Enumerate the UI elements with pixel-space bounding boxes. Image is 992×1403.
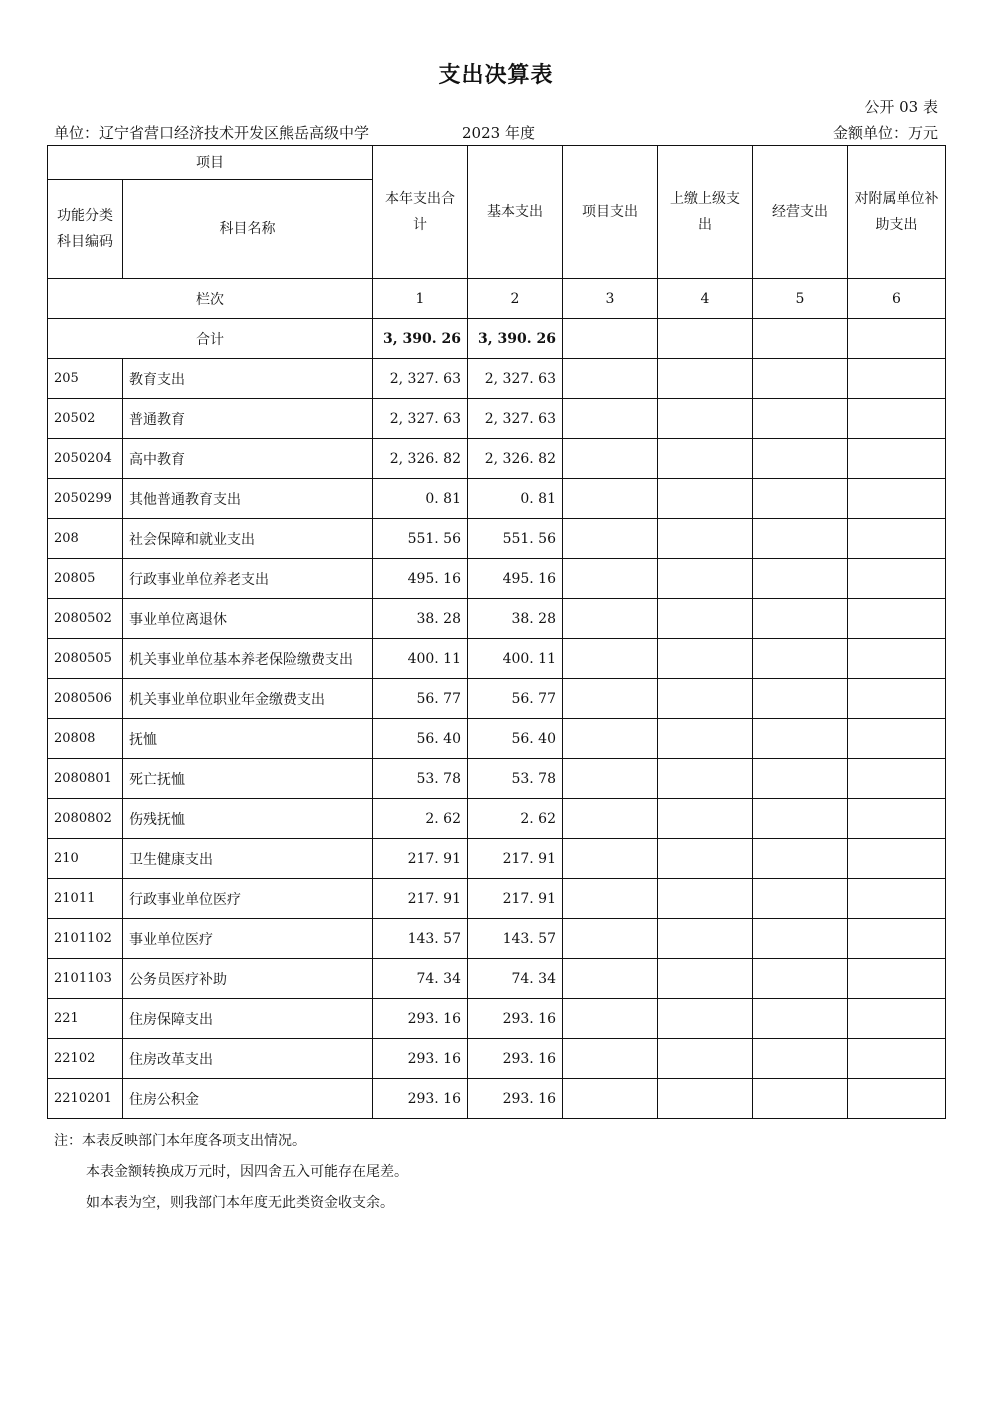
empty-cell bbox=[753, 759, 848, 799]
empty-cell bbox=[753, 919, 848, 959]
total-amount: 293. 16 bbox=[373, 1039, 468, 1079]
basic-amount: 551. 56 bbox=[468, 519, 563, 559]
table-row bbox=[48, 839, 946, 879]
empty-cell bbox=[753, 959, 848, 999]
total-amount: 38. 28 bbox=[373, 599, 468, 639]
subject-code: 221 bbox=[48, 999, 123, 1039]
empty-cell bbox=[563, 1079, 658, 1119]
empty-cell bbox=[563, 719, 658, 759]
table-row bbox=[48, 759, 946, 799]
table-row bbox=[48, 1079, 946, 1119]
empty-cell bbox=[563, 599, 658, 639]
subject-name: 事业单位医疗 bbox=[123, 919, 373, 959]
empty-cell bbox=[658, 919, 753, 959]
empty-cell bbox=[563, 679, 658, 719]
empty-cell bbox=[658, 1079, 753, 1119]
basic-amount: 2, 327. 63 bbox=[468, 399, 563, 439]
basic-amount: 143. 57 bbox=[468, 919, 563, 959]
subject-code: 210 bbox=[48, 839, 123, 879]
empty-cell bbox=[753, 319, 848, 359]
total-amount: 400. 11 bbox=[373, 639, 468, 679]
empty-cell bbox=[753, 359, 848, 399]
table-row bbox=[48, 599, 946, 639]
empty-cell bbox=[848, 839, 946, 879]
subject-name: 事业单位离退休 bbox=[123, 599, 373, 639]
note-line: 本表金额转换成万元时，因四舍五入可能存在尾差。 bbox=[86, 1164, 408, 1180]
subject-code: 20502 bbox=[48, 399, 123, 439]
empty-cell bbox=[658, 599, 753, 639]
subject-name: 伤残抚恤 bbox=[123, 799, 373, 839]
total-amount: 2. 62 bbox=[373, 799, 468, 839]
empty-cell bbox=[753, 559, 848, 599]
subject-name: 行政事业单位养老支出 bbox=[123, 559, 373, 599]
year-label: 2023 年度 bbox=[462, 124, 535, 142]
empty-cell bbox=[563, 359, 658, 399]
subject-code: 208 bbox=[48, 519, 123, 559]
subject-code: 2050299 bbox=[48, 479, 123, 519]
empty-cell bbox=[848, 759, 946, 799]
empty-cell bbox=[563, 479, 658, 519]
empty-cell bbox=[658, 719, 753, 759]
subject-code: 2050204 bbox=[48, 439, 123, 479]
form-number: 公开 03 表 bbox=[864, 98, 938, 116]
empty-cell bbox=[563, 1039, 658, 1079]
empty-cell bbox=[848, 1079, 946, 1119]
empty-cell bbox=[658, 519, 753, 559]
total-amount: 56. 77 bbox=[373, 679, 468, 719]
empty-cell bbox=[658, 399, 753, 439]
table-row bbox=[48, 679, 946, 719]
notes bbox=[54, 1126, 408, 1219]
empty-cell bbox=[563, 759, 658, 799]
subject-name: 其他普通教育支出 bbox=[123, 479, 373, 519]
header-upper: 上缴上级支出 bbox=[658, 146, 753, 279]
subject-code: 205 bbox=[48, 359, 123, 399]
basic-amount: 400. 11 bbox=[468, 639, 563, 679]
empty-cell bbox=[563, 799, 658, 839]
table-row bbox=[48, 519, 946, 559]
subject-name: 行政事业单位医疗 bbox=[123, 879, 373, 919]
empty-cell bbox=[563, 919, 658, 959]
col-num: 1 bbox=[373, 279, 468, 319]
empty-cell bbox=[658, 879, 753, 919]
page-title: 支出决算表 bbox=[438, 63, 554, 88]
table-row bbox=[48, 639, 946, 679]
total-amount: 2, 326. 82 bbox=[373, 439, 468, 479]
empty-cell bbox=[848, 439, 946, 479]
table-row bbox=[48, 479, 946, 519]
empty-cell bbox=[753, 879, 848, 919]
basic-amount: 0. 81 bbox=[468, 479, 563, 519]
subject-name: 公务员医疗补助 bbox=[123, 959, 373, 999]
empty-cell bbox=[563, 959, 658, 999]
empty-cell bbox=[848, 639, 946, 679]
basic-amount: 495. 16 bbox=[468, 559, 563, 599]
total-amount: 293. 16 bbox=[373, 1079, 468, 1119]
empty-cell bbox=[658, 359, 753, 399]
empty-cell bbox=[753, 479, 848, 519]
subject-name: 住房保障支出 bbox=[123, 999, 373, 1039]
subject-code: 2080801 bbox=[48, 759, 123, 799]
empty-cell bbox=[753, 399, 848, 439]
subject-name: 机关事业单位基本养老保险缴费支出 bbox=[123, 639, 373, 679]
basic-amount: 3, 390. 26 bbox=[468, 319, 563, 359]
basic-amount: 53. 78 bbox=[468, 759, 563, 799]
basic-amount: 2. 62 bbox=[468, 799, 563, 839]
empty-cell bbox=[848, 1039, 946, 1079]
empty-cell bbox=[563, 839, 658, 879]
subject-code: 2080506 bbox=[48, 679, 123, 719]
header-subsidiary: 对附属单位补助支出 bbox=[848, 146, 946, 279]
unit-label: 单位：辽宁省营口经济技术开发区熊岳高级中学 bbox=[54, 124, 370, 142]
table-row bbox=[48, 879, 946, 919]
basic-amount: 293. 16 bbox=[468, 1079, 563, 1119]
total-amount: 56. 40 bbox=[373, 719, 468, 759]
header-basic: 基本支出 bbox=[468, 146, 563, 279]
row-index-label: 栏次 bbox=[48, 279, 373, 319]
empty-cell bbox=[658, 319, 753, 359]
empty-cell bbox=[848, 559, 946, 599]
empty-cell bbox=[848, 519, 946, 559]
subject-name: 机关事业单位职业年金缴费支出 bbox=[123, 679, 373, 719]
subject-code: 2080502 bbox=[48, 599, 123, 639]
empty-cell bbox=[848, 719, 946, 759]
subject-name: 卫生健康支出 bbox=[123, 839, 373, 879]
basic-amount: 2, 326. 82 bbox=[468, 439, 563, 479]
subject-code: 21011 bbox=[48, 879, 123, 919]
subject-code: 2101102 bbox=[48, 919, 123, 959]
total-amount: 0. 81 bbox=[373, 479, 468, 519]
col-num: 4 bbox=[658, 279, 753, 319]
header-subject-name: 科目名称 bbox=[123, 180, 373, 279]
subject-name: 住房改革支出 bbox=[123, 1039, 373, 1079]
table-row bbox=[48, 1039, 946, 1079]
empty-cell bbox=[658, 679, 753, 719]
subject-name: 普通教育 bbox=[123, 399, 373, 439]
total-amount: 74. 34 bbox=[373, 959, 468, 999]
basic-amount: 293. 16 bbox=[468, 999, 563, 1039]
empty-cell bbox=[658, 559, 753, 599]
empty-cell bbox=[848, 959, 946, 999]
subject-name: 住房公积金 bbox=[123, 1079, 373, 1119]
expenditure-table bbox=[47, 145, 946, 1119]
header-func-code: 功能分类科目编码 bbox=[48, 180, 123, 279]
col-num: 2 bbox=[468, 279, 563, 319]
empty-cell bbox=[563, 319, 658, 359]
note-line: 如本表为空，则我部门本年度无此类资金收支余。 bbox=[86, 1195, 394, 1211]
total-amount: 2, 327. 63 bbox=[373, 399, 468, 439]
empty-cell bbox=[753, 439, 848, 479]
basic-amount: 38. 28 bbox=[468, 599, 563, 639]
empty-cell bbox=[753, 799, 848, 839]
empty-cell bbox=[753, 1039, 848, 1079]
empty-cell bbox=[658, 439, 753, 479]
total-amount: 3, 390. 26 bbox=[373, 319, 468, 359]
empty-cell bbox=[753, 519, 848, 559]
total-amount: 495. 16 bbox=[373, 559, 468, 599]
basic-amount: 56. 40 bbox=[468, 719, 563, 759]
empty-cell bbox=[753, 839, 848, 879]
note-line: 注：本表反映部门本年度各项支出情况。 bbox=[54, 1133, 306, 1149]
col-num: 5 bbox=[753, 279, 848, 319]
total-amount: 551. 56 bbox=[373, 519, 468, 559]
col-num: 3 bbox=[563, 279, 658, 319]
table-row bbox=[48, 999, 946, 1039]
empty-cell bbox=[658, 839, 753, 879]
subject-name: 高中教育 bbox=[123, 439, 373, 479]
empty-cell bbox=[848, 799, 946, 839]
header-business: 经营支出 bbox=[753, 146, 848, 279]
empty-cell bbox=[848, 319, 946, 359]
subject-name: 抚恤 bbox=[123, 719, 373, 759]
empty-cell bbox=[753, 1079, 848, 1119]
total-amount: 293. 16 bbox=[373, 999, 468, 1039]
total-amount: 53. 78 bbox=[373, 759, 468, 799]
empty-cell bbox=[658, 639, 753, 679]
subject-name: 教育支出 bbox=[123, 359, 373, 399]
empty-cell bbox=[753, 599, 848, 639]
empty-cell bbox=[563, 879, 658, 919]
empty-cell bbox=[658, 1039, 753, 1079]
basic-amount: 74. 34 bbox=[468, 959, 563, 999]
table-row bbox=[48, 719, 946, 759]
total-amount: 143. 57 bbox=[373, 919, 468, 959]
total-label: 合计 bbox=[48, 319, 373, 359]
empty-cell bbox=[753, 719, 848, 759]
header-project-expense: 项目支出 bbox=[563, 146, 658, 279]
subject-code: 22102 bbox=[48, 1039, 123, 1079]
money-unit-label: 金额单位：万元 bbox=[832, 124, 938, 142]
basic-amount: 56. 77 bbox=[468, 679, 563, 719]
subject-code: 2080802 bbox=[48, 799, 123, 839]
basic-amount: 293. 16 bbox=[468, 1039, 563, 1079]
empty-cell bbox=[848, 879, 946, 919]
header-project: 项目 bbox=[48, 146, 373, 180]
table-row bbox=[48, 399, 946, 439]
empty-cell bbox=[848, 999, 946, 1039]
empty-cell bbox=[848, 479, 946, 519]
subject-code: 2101103 bbox=[48, 959, 123, 999]
empty-cell bbox=[753, 999, 848, 1039]
subject-code: 20805 bbox=[48, 559, 123, 599]
empty-cell bbox=[563, 639, 658, 679]
subject-name: 社会保障和就业支出 bbox=[123, 519, 373, 559]
empty-cell bbox=[658, 999, 753, 1039]
empty-cell bbox=[658, 959, 753, 999]
col-num: 6 bbox=[848, 279, 946, 319]
table-row bbox=[48, 359, 946, 399]
subject-code: 2080505 bbox=[48, 639, 123, 679]
empty-cell bbox=[563, 399, 658, 439]
basic-amount: 217. 91 bbox=[468, 839, 563, 879]
empty-cell bbox=[753, 679, 848, 719]
empty-cell bbox=[848, 679, 946, 719]
empty-cell bbox=[848, 359, 946, 399]
table-row bbox=[48, 799, 946, 839]
empty-cell bbox=[563, 559, 658, 599]
empty-cell bbox=[658, 799, 753, 839]
empty-cell bbox=[848, 599, 946, 639]
basic-amount: 2, 327. 63 bbox=[468, 359, 563, 399]
empty-cell bbox=[563, 439, 658, 479]
empty-cell bbox=[848, 399, 946, 439]
empty-cell bbox=[563, 519, 658, 559]
total-amount: 2, 327. 63 bbox=[373, 359, 468, 399]
table-row bbox=[48, 559, 946, 599]
empty-cell bbox=[658, 479, 753, 519]
empty-cell bbox=[848, 919, 946, 959]
empty-cell bbox=[658, 759, 753, 799]
table-row bbox=[48, 959, 946, 999]
meta-row bbox=[54, 122, 938, 142]
empty-cell bbox=[753, 639, 848, 679]
table-row bbox=[48, 439, 946, 479]
basic-amount: 217. 91 bbox=[468, 879, 563, 919]
header-total: 本年支出合计 bbox=[373, 146, 468, 279]
empty-cell bbox=[563, 999, 658, 1039]
total-row bbox=[48, 319, 946, 359]
total-amount: 217. 91 bbox=[373, 839, 468, 879]
table-row bbox=[48, 919, 946, 959]
subject-name: 死亡抚恤 bbox=[123, 759, 373, 799]
subject-code: 2210201 bbox=[48, 1079, 123, 1119]
total-amount: 217. 91 bbox=[373, 879, 468, 919]
subject-code: 20808 bbox=[48, 719, 123, 759]
